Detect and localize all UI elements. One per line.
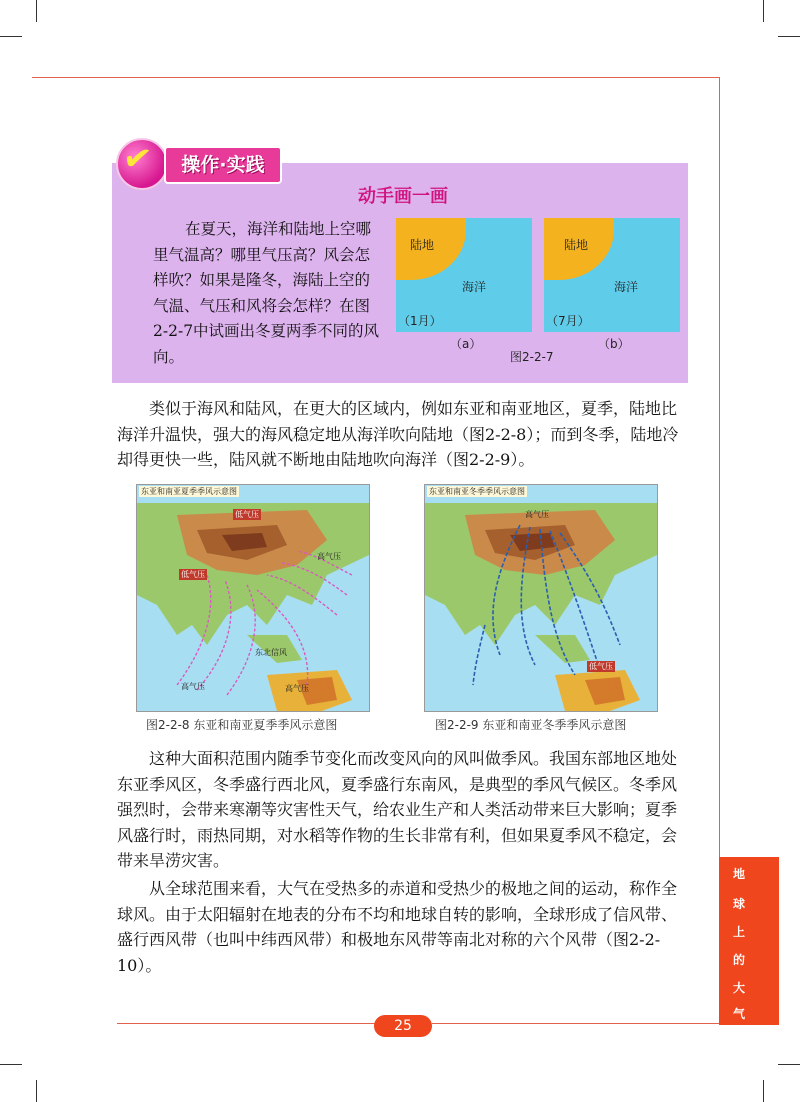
pressure-label: 高气压 (525, 510, 549, 519)
activity-badge (112, 130, 282, 186)
crop-mark (763, 0, 764, 22)
pressure-label: 低气压 (235, 510, 259, 519)
month-label: （7月） (546, 314, 590, 328)
activity-heading: 动手画一画 (358, 186, 448, 207)
winter-monsoon-map (424, 484, 658, 712)
side-tab-char: 上 (732, 925, 745, 939)
sea-label: 海洋 (462, 280, 487, 294)
land-label: 陆地 (564, 238, 589, 252)
sub-label-a: （a） (450, 337, 482, 351)
figure-caption: 图2-2-7 (510, 350, 554, 364)
wind-label: 东北信风 (255, 648, 287, 657)
mini-map-january (396, 218, 532, 332)
map-title: 东亚和南亚冬季季风示意图 (429, 487, 525, 496)
month-label: （1月） (398, 314, 442, 328)
crop-mark (778, 1064, 800, 1065)
pressure-label: 低气压 (589, 662, 613, 671)
sea-label: 海洋 (614, 280, 639, 294)
pressure-label: 高气压 (285, 684, 309, 693)
activity-text: 在夏天，海洋和陆地上空哪里气温高？哪里气压高？风会怎样吹？如果是隆冬，海陆上空的气温、气压和风将会怎样？在图2-2-7中试画出冬夏两季不同的风向。 (153, 220, 380, 366)
body-paragraph-3 (117, 876, 691, 978)
map-title: 东亚和南亚夏季季风示意图 (141, 487, 237, 496)
page-border-top (32, 77, 720, 78)
pressure-label: 低气压 (181, 570, 205, 579)
body-paragraph-1 (117, 396, 691, 473)
crop-mark (0, 1064, 22, 1065)
crop-mark (0, 36, 22, 37)
body-paragraph-2 (117, 746, 691, 874)
summer-monsoon-map (136, 484, 370, 712)
page-border-bottom-right (432, 1023, 720, 1024)
paragraph-text: 从全球范围来看，大气在受热多的赤道和受热少的极地之间的运动，称作全球风。由于太阳辐射在地表的分布不均和地球自转的影响，全球形成了信风带、盛行西风带（也叫中纬西风带）和极地东风带等南北对称的六个风带（图2-2-10）。 (117, 879, 678, 975)
paragraph-text: 类似于海风和陆风，在更大的区域内，例如东亚和南亚地区，夏季，陆地比海洋升温快，强大的海风稳定地从海洋吹向陆地（图2-2-8）；而到冬季，陆地冷却得更快一些，陆风就不断地由陆地吹向海洋（图2-2-9）。 (117, 399, 679, 469)
side-tab-char: 气 (732, 1007, 745, 1021)
pressure-label: 高气压 (181, 682, 205, 691)
crop-mark (763, 1080, 764, 1102)
pressure-label: 高气压 (317, 552, 341, 561)
mini-map-july (544, 218, 680, 332)
crop-mark (36, 1080, 37, 1102)
winter-map-caption: 图2-2-9 东亚和南亚冬季季风示意图 (435, 718, 627, 732)
land-label: 陆地 (410, 238, 435, 252)
side-tab-char: 地 (732, 867, 745, 881)
sub-label-b: （b） (598, 337, 630, 351)
badge-title: 操作·实践 (181, 154, 265, 176)
paragraph-text: 这种大面积范围内随季节变化而改变风向的风叫做季风。我国东部地区地处东亚季风区，冬季盛行西北风，夏季盛行东南风，是典型的季风气候区。冬季风强烈时，会带来寒潮等灾害性天气，给农业生产和人类活动带来巨大影响；夏季风盛行时，雨热同期，对水稻等作物的生长非常有利，但如果夏季风不稳定，会带来旱涝灾害。 (117, 749, 678, 870)
summer-map-caption: 图2-2-8 东亚和南亚夏季季风示意图 (146, 718, 338, 732)
page-number: 25 (374, 1015, 432, 1037)
page-border-right (719, 77, 720, 857)
check-icon: ✔ (120, 137, 155, 181)
chapter-side-tab (719, 857, 779, 1025)
side-tab-char: 球 (732, 897, 745, 911)
crop-mark (36, 0, 37, 22)
side-tab-char: 的 (732, 953, 745, 967)
badge-bar (164, 146, 282, 184)
side-tab-char: 大 (732, 981, 745, 995)
page-border-bottom-left (117, 1023, 375, 1024)
crop-mark (778, 36, 800, 37)
